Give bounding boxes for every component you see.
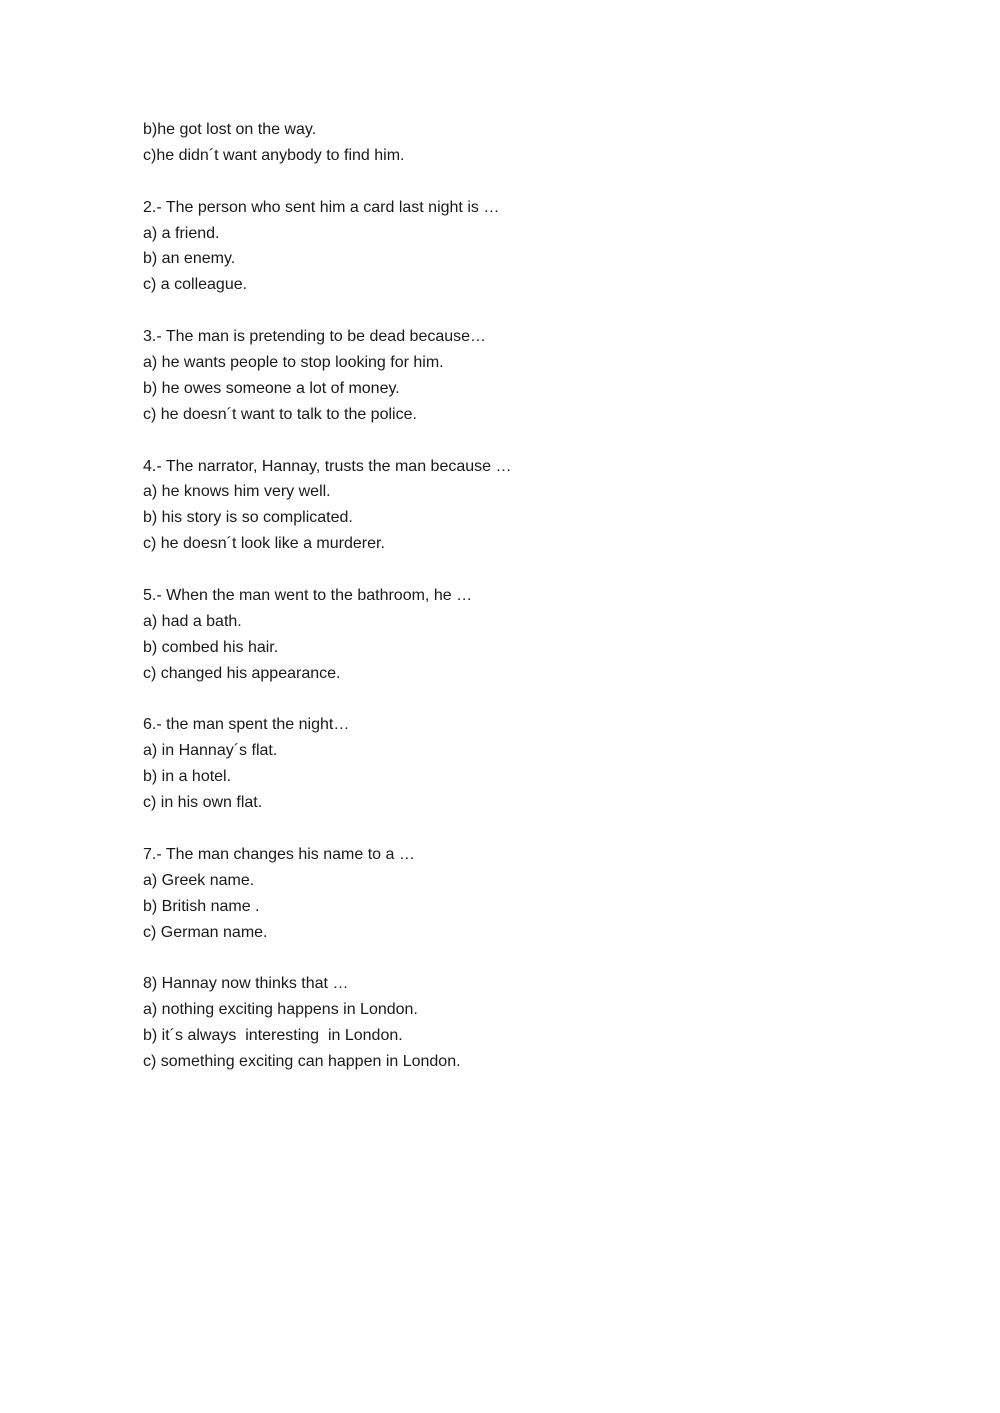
answer-option-c: c) he doesn´t look like a murderer.	[143, 535, 385, 553]
spacer	[143, 687, 843, 713]
answer-option-a: a) a friend.	[143, 224, 220, 242]
spacer	[143, 816, 843, 842]
answer-option-a: a) Greek name.	[143, 871, 255, 889]
question-2: 2.- The person who sent him a card last night is …	[143, 198, 500, 216]
question-4: 4.- The narrator, Hannay, trusts the man because …	[143, 457, 512, 475]
answer-option-c: c) something exciting can happen in London.	[143, 1053, 461, 1071]
question-6: 6.- the man spent the night…	[143, 716, 350, 734]
answer-option-b: b) combed his hair.	[143, 638, 279, 656]
answer-option-c: c)he didn´t want anybody to find him.	[143, 146, 405, 164]
quiz-content	[143, 117, 843, 1075]
answer-option-b: b) in a hotel.	[143, 768, 232, 786]
answer-option-c: c) in his own flat.	[143, 794, 263, 812]
question-5: 5.- When the man went to the bathroom, he …	[143, 587, 473, 605]
answer-option-b: b) an enemy.	[143, 250, 236, 268]
answer-option-c: c) a colleague.	[143, 276, 248, 294]
answer-option-b: b) his story is so complicated.	[143, 509, 353, 527]
answer-option-b: b) he owes someone a lot of money.	[143, 379, 400, 397]
spacer	[143, 946, 843, 972]
answer-option-c: c) German name.	[143, 923, 268, 941]
answer-option-a: a) nothing exciting happens in London.	[143, 1001, 418, 1019]
spacer	[143, 169, 843, 195]
answer-option-c: c) he doesn´t want to talk to the police.	[143, 405, 417, 423]
answer-option-a: a) he wants people to stop looking for him.	[143, 354, 444, 372]
answer-option-a: a) in Hannay´s flat.	[143, 742, 278, 760]
spacer	[143, 298, 843, 324]
question-3: 3.- The man is pretending to be dead because…	[143, 328, 487, 346]
answer-option-b: b)he got lost on the way.	[143, 121, 317, 138]
answer-option-b: b) it´s always interesting in London.	[143, 1027, 403, 1045]
spacer	[143, 557, 843, 583]
answer-option-b: b) British name .	[143, 897, 260, 915]
answer-option-a: a) he knows him very well.	[143, 483, 331, 501]
question-7: 7.- The man changes his name to a …	[143, 845, 415, 863]
question-8: 8) Hannay now thinks that …	[143, 975, 349, 993]
answer-option-c: c) changed his appearance.	[143, 664, 341, 682]
spacer	[143, 428, 843, 454]
answer-option-a: a) had a bath.	[143, 612, 242, 630]
